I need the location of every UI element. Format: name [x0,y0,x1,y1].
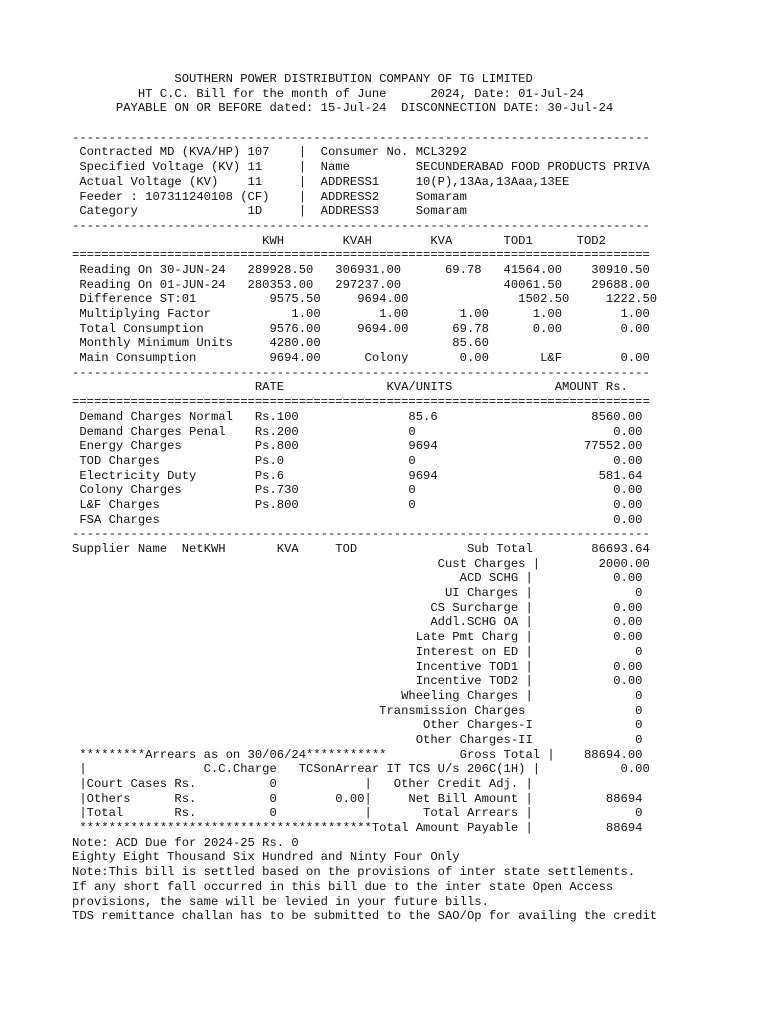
bill-line: ------------------------------------------------------------------------------- [72,527,650,542]
bill-line: RATE KVA/UNITS AMOUNT Rs. [72,380,628,395]
bill-line: Eighty Eight Thousand Six Hundred and Ninty Four Only [72,850,460,865]
bill-line: FSA Charges 0.00 [72,512,643,527]
bill-line: Colony Charges Ps.730 0 0.00 [72,483,643,498]
bill-line: Category 1D | ADDRESS3 Somaram [72,204,467,219]
bill-line: Demand Charges Penal Rs.200 0 0.00 [72,424,643,439]
bill-line: Cust Charges | 2000.00 [72,556,650,571]
bill-line: Wheeling Charges | 0 [72,688,643,703]
bill-line: Addl.SCHG OA | 0.00 [72,615,643,630]
bill-line: | C.C.Charge TCSonArrear IT TCS U/s 206C(1H) | 0.00 [72,762,650,777]
bill-line: *********Arrears as on 30/06/24*********** Gross Total | 88694.00 [72,747,643,762]
bill-line: Reading On 01-JUN-24 280353.00 297237.00 40061.50 29688.00 [72,277,650,292]
bill-line: TOD Charges Ps.0 0 0.00 [72,453,643,468]
bill-line: ------------------------------------------------------------------------------- [72,130,650,145]
bill-line: CS Surcharge | 0.00 [72,600,643,615]
bill-line: UI Charges | 0 [72,586,643,601]
bill-line [72,116,657,131]
bill-line: Actual Voltage (KV) 11 | ADDRESS1 10(P),13Aa,13Aaa,13EE [72,174,570,189]
bill-line: Late Pmt Charg | 0.00 [72,630,643,645]
bill-line: L&F Charges Ps.800 0 0.00 [72,497,643,512]
bill-line: ACD SCHG | 0.00 [72,571,643,586]
bill-line: HT C.C. Bill for the month of June 2024, Date: 01-Jul-24 [72,86,584,101]
bill-line: Transmission Charges 0 [72,703,643,718]
bill-line: ****************************************Total Amount Payable | 88694 [72,821,643,836]
bill-line: Supplier Name NetKWH KVA TOD Sub Total 86693.64 [72,542,650,556]
bill-line: ------------------------------------------------------------------------------- [72,218,650,233]
bill-line: Incentive TOD1 | 0.00 [72,659,643,674]
bill-line: Feeder : 107311240108 (CF) | ADDRESS2 Somaram [72,189,467,204]
bill-line: Total Consumption 9576.00 9694.00 69.78 0.00 0.00 [72,321,650,336]
bill-line: Multiplying Factor 1.00 1.00 1.00 1.00 1.00 [72,307,650,321]
bill-line: Note: ACD Due for 2024-25 Rs. 0 [72,835,299,850]
bill-line: Demand Charges Normal Rs.100 85.6 8560.00 [72,409,643,424]
bill-line: TDS remittance challan has to be submitted to the SAO/Op for availing the credit [72,909,658,924]
bill-line: =============================================================================== [72,395,650,410]
bill-line: Interest on ED | 0 [72,644,643,659]
bill-line: |Others Rs. 0 0.00| Net Bill Amount | 88694 [72,791,643,806]
bill-line: |Total Rs. 0 | Total Arrears | 0 [72,806,643,821]
bill-line: Electricity Duty Ps.6 9694 581.64 [72,468,643,483]
ht-cc-bill-document [72,72,657,924]
bill-line: KWH KVAH KVA TOD1 TOD2 [72,233,606,248]
bill-line: =============================================================================== [72,248,650,263]
bill-line: Other Charges-I 0 [72,718,643,733]
bill-line: PAYABLE ON OR BEFORE dated: 15-Jul-24 DISCONNECTION DATE: 30-Jul-24 [72,101,614,116]
bill-line: Specified Voltage (KV) 11 | Name SECUNDERABAD FOOD PRODUCTS PRIVA [72,160,650,175]
bill-line: Other Charges-II 0 [72,732,643,747]
bill-line: Monthly Minimum Units 4280.00 85.60 [72,336,489,351]
bill-line: Main Consumption 9694.00 Colony 0.00 L&F 0.00 [72,351,650,366]
bill-line: If any short fall occurred in this bill due to the inter state Open Access [72,879,614,894]
bill-line: |Court Cases Rs. 0 | Other Credit Adj. | [72,777,533,791]
bill-line: Incentive TOD2 | 0.00 [72,674,643,689]
bill-line: SOUTHERN POWER DISTRIBUTION COMPANY OF TG LIMITED [72,72,533,86]
bill-line: ------------------------------------------------------------------------------- [72,365,650,380]
bill-line: Energy Charges Ps.800 9694 77552.00 [72,439,643,454]
bill-line: Reading On 30-JUN-24 289928.50 306931.00 69.78 41564.00 30910.50 [72,262,650,277]
bill-line: Note:This bill is settled based on the provisions of inter state settlements. [72,865,636,880]
bill-line: Contracted MD (KVA/HP) 107 | Consumer No. MCL3292 [72,145,467,160]
bill-line: provisions, the same will be levied in your future bills. [72,894,489,909]
bill-line: Difference ST:01 9575.50 9694.00 1502.50 1222.50 [72,292,658,307]
